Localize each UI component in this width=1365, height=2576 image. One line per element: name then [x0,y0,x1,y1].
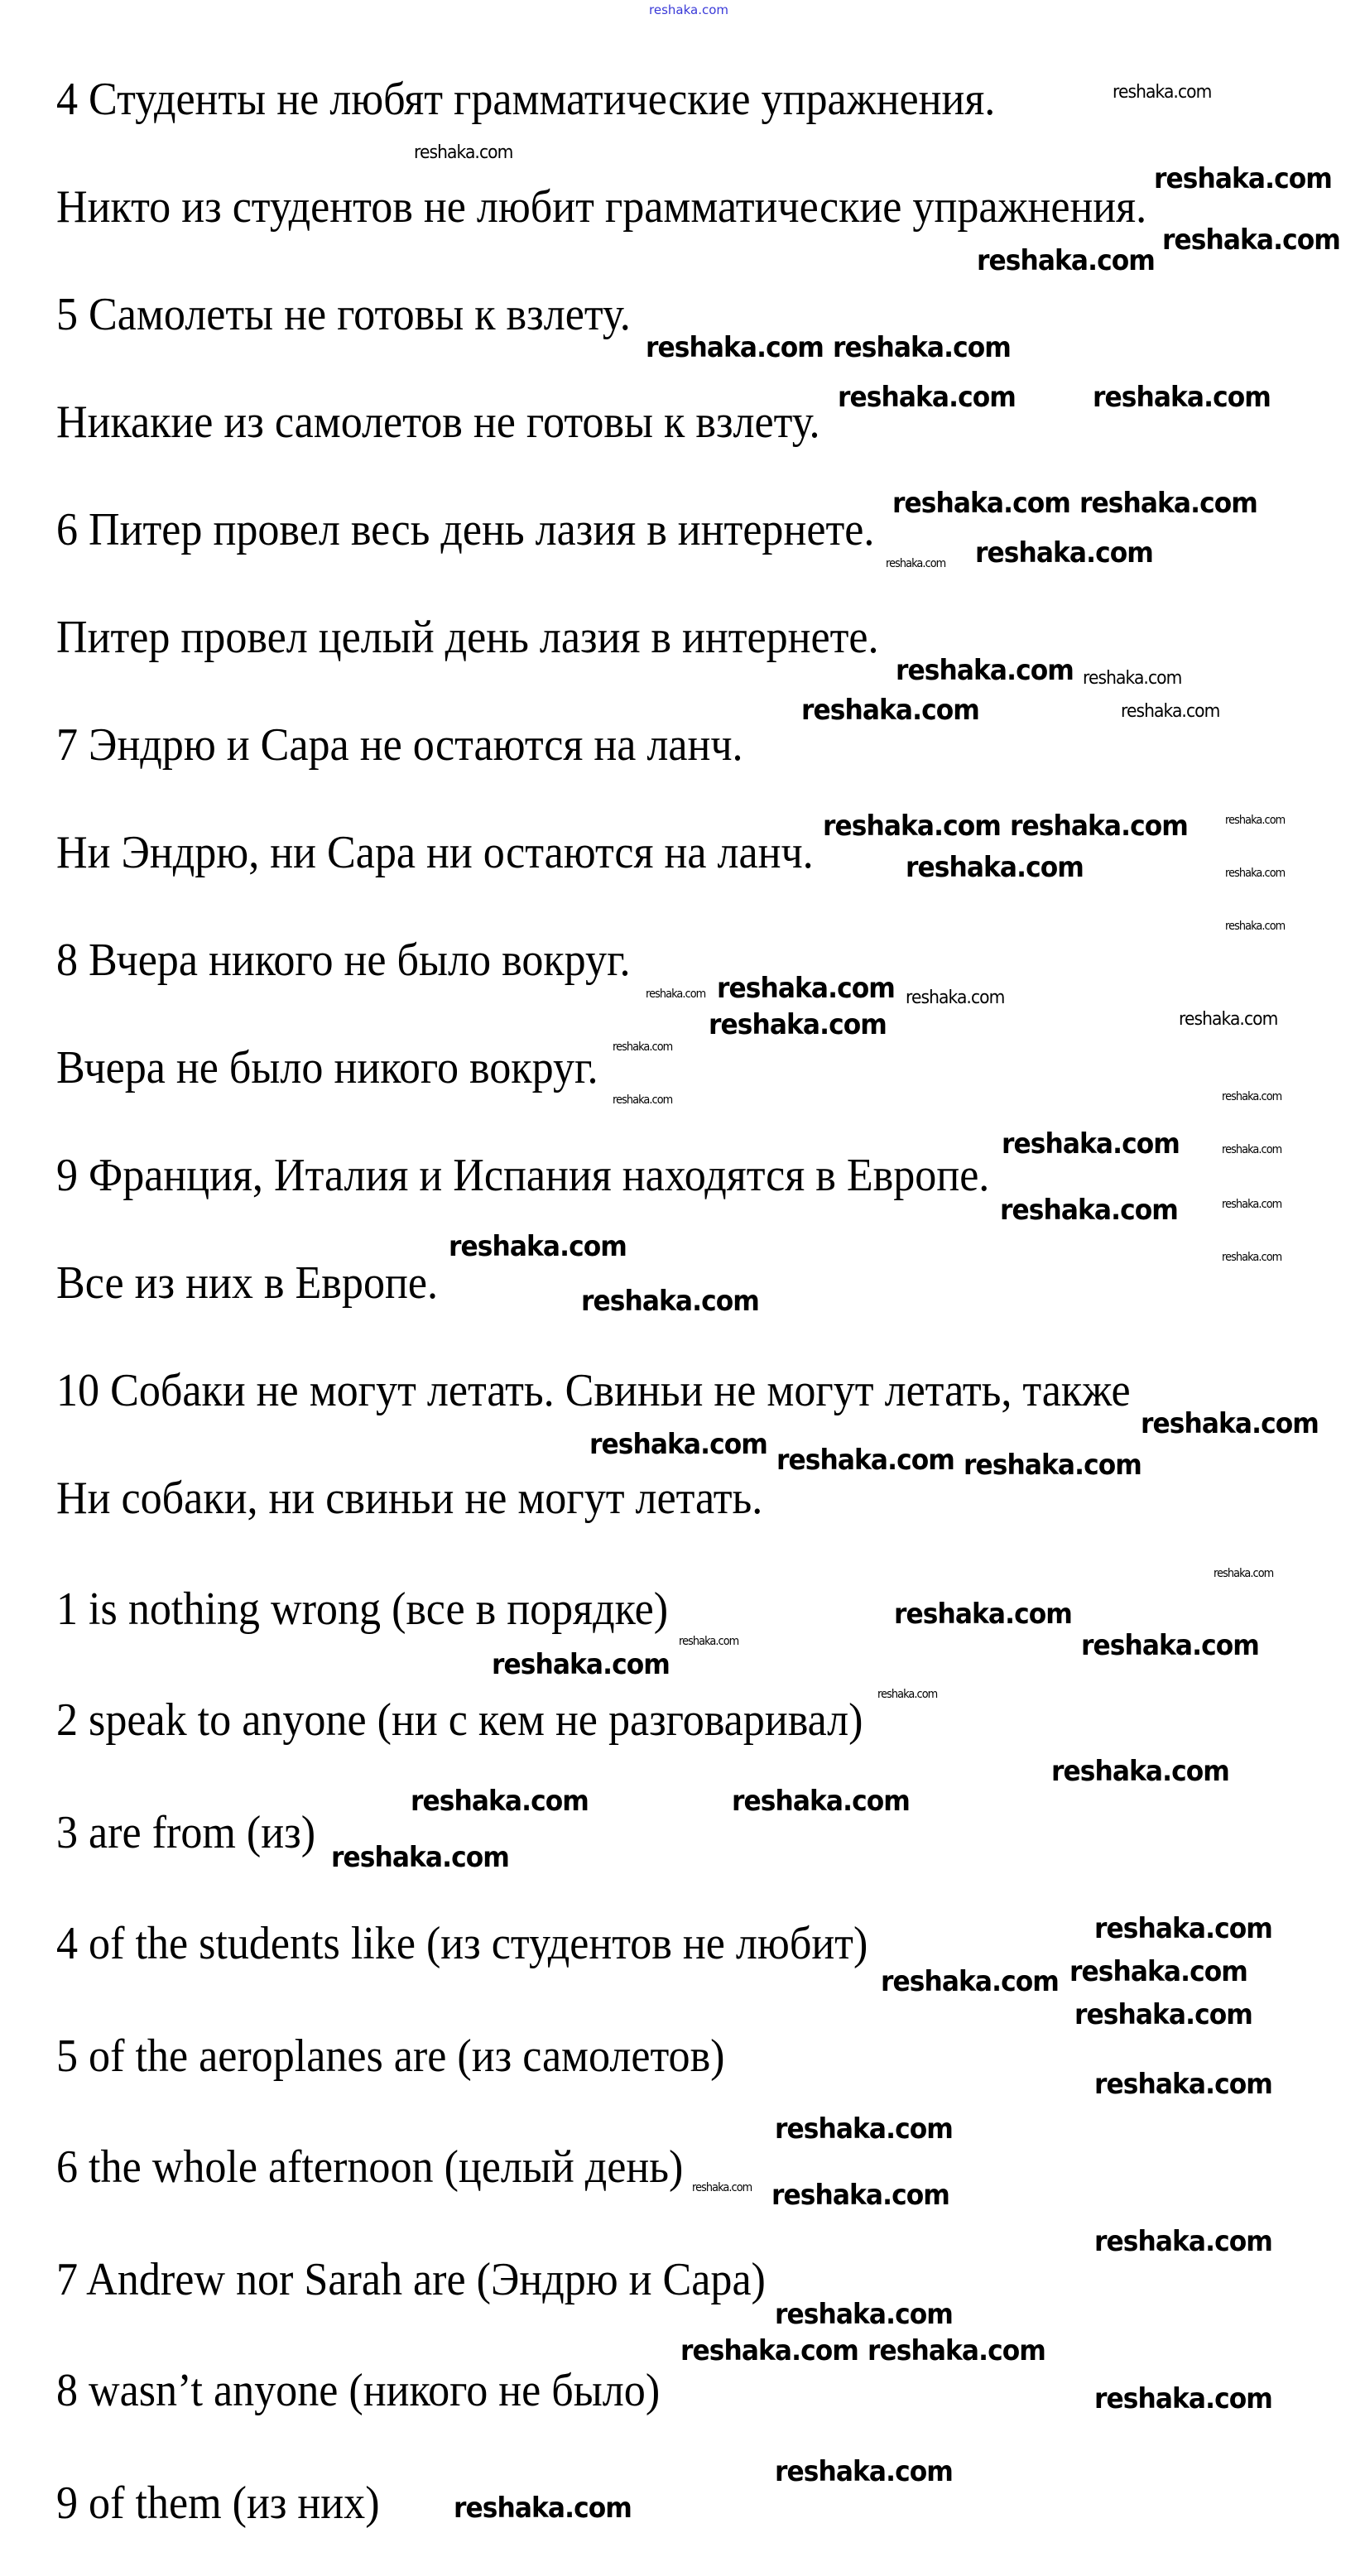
text-line: 8 wasn’t anyone (никого не было) [56,2365,661,2416]
watermark: reshaka.com [833,331,1011,364]
watermark: reshaka.com [886,557,946,570]
watermark: reshaka.com [1222,1143,1282,1156]
text-line: Вчера не было никого вокруг. [56,1042,598,1093]
watermark: reshaka.com [1222,1251,1282,1264]
watermark: reshaka.com [492,1648,670,1681]
watermark: reshaka.com [906,988,1005,1008]
watermark: reshaka.com [454,2492,632,2525]
text-line: 6 Питер провел весь день лазия в интернете. [56,504,875,555]
text-line: 7 Andrew nor Sarah are (Эндрю и Сара) [56,2254,766,2305]
watermark: reshaka.com [613,1040,673,1054]
watermark: reshaka.com [1094,2225,1272,2258]
watermark: reshaka.com [1121,701,1220,722]
watermark: reshaka.com [1002,1127,1180,1161]
watermark: reshaka.com [331,1841,509,1874]
text-line: 9 of them (из них) [56,2477,380,2529]
watermark: reshaka.com [896,654,1074,687]
site-link[interactable]: reshaka.com [649,2,728,17]
watermark: reshaka.com [1214,1567,1274,1580]
watermark: reshaka.com [975,536,1153,570]
watermark: reshaka.com [964,1449,1142,1482]
text-line: Ни собаки, ни свиньи не могут летать. [56,1473,763,1524]
watermark: reshaka.com [776,1444,954,1477]
watermark: reshaka.com [775,2112,953,2146]
watermark: reshaka.com [771,2179,949,2212]
watermark: reshaka.com [414,142,513,163]
watermark: reshaka.com [449,1230,627,1263]
watermark: reshaka.com [1010,810,1188,843]
watermark: reshaka.com [1162,223,1340,257]
text-line: 5 Самолеты не готовы к взлету. [56,289,631,340]
watermark: reshaka.com [977,244,1155,277]
text-line: 4 Студенты не любят грамматические упражнения. [56,74,996,125]
watermark: reshaka.com [589,1428,767,1461]
watermark: reshaka.com [1081,1629,1259,1662]
watermark: reshaka.com [646,331,824,364]
watermark: reshaka.com [894,1598,1072,1631]
watermark: reshaka.com [1074,1998,1252,2031]
text-line: 7 Эндрю и Сара не остаются на ланч. [56,719,743,771]
watermark: reshaka.com [823,810,1001,843]
watermark: reshaka.com [732,1785,910,1818]
text-line: 10 Собаки не могут летать. Свиньи не могут летать, также [56,1365,1131,1416]
watermark: reshaka.com [692,2181,752,2194]
watermark: reshaka.com [1113,82,1212,103]
watermark: reshaka.com [1094,2382,1272,2415]
watermark: reshaka.com [717,972,895,1005]
watermark: reshaka.com [1225,920,1286,933]
watermark: reshaka.com [709,1008,887,1041]
watermark: reshaka.com [775,2455,953,2488]
watermark: reshaka.com [877,1688,938,1701]
text-line: 9 Франция, Италия и Испания находятся в Европе. [56,1150,990,1201]
watermark: reshaka.com [1094,2068,1272,2101]
watermark: reshaka.com [1179,1009,1278,1030]
text-line: Ни Эндрю, ни Сара ни остаются на ланч. [56,827,814,878]
watermark: reshaka.com [1141,1407,1319,1440]
watermark: reshaka.com [1000,1194,1178,1227]
text-line: 3 are from (из) [56,1807,316,1858]
text-line: 2 speak to anyone (ни с кем не разговаривал) [56,1694,863,1746]
text-line: 1 is nothing wrong (все в порядке) [56,1584,669,1635]
watermark: reshaka.com [411,1785,589,1818]
watermark: reshaka.com [1083,668,1182,689]
watermark: reshaka.com [892,487,1070,520]
watermark: reshaka.com [801,694,979,727]
text-line: 4 of the students like (из студентов не любит) [56,1918,868,1969]
watermark: reshaka.com [581,1285,759,1318]
watermark: reshaka.com [1051,1755,1229,1788]
watermark: reshaka.com [775,2298,953,2331]
watermark: reshaka.com [1079,487,1257,520]
text-line: 8 Вчера никого не было вокруг. [56,935,631,986]
text-line: Все из них в Европе. [56,1257,438,1309]
text-line: 6 the whole afternoon (целый день) [56,2141,684,2193]
watermark: reshaka.com [881,1965,1059,1998]
watermark: reshaka.com [906,851,1084,884]
text-line: Никто из студентов не любит грамматические упражнения. [56,181,1147,233]
text-line: Никакие из самолетов не готовы к взлету. [56,396,820,448]
watermark: reshaka.com [1222,1198,1282,1211]
watermark: reshaka.com [1093,381,1271,414]
text-line: 5 of the aeroplanes are (из самолетов) [56,2031,725,2082]
watermark: reshaka.com [1069,1955,1247,1988]
watermark: reshaka.com [680,2334,858,2367]
watermark: reshaka.com [613,1093,673,1107]
watermark: reshaka.com [1094,1912,1272,1945]
watermark: reshaka.com [1154,162,1332,195]
watermark: reshaka.com [679,1635,739,1648]
watermark: reshaka.com [646,988,706,1001]
watermark: reshaka.com [1222,1090,1282,1103]
watermark: reshaka.com [868,2334,1045,2367]
watermark: reshaka.com [1225,814,1286,827]
watermark: reshaka.com [838,381,1016,414]
text-line: Питер провел целый день лазия в интернете. [56,612,879,663]
watermark: reshaka.com [1225,867,1286,880]
